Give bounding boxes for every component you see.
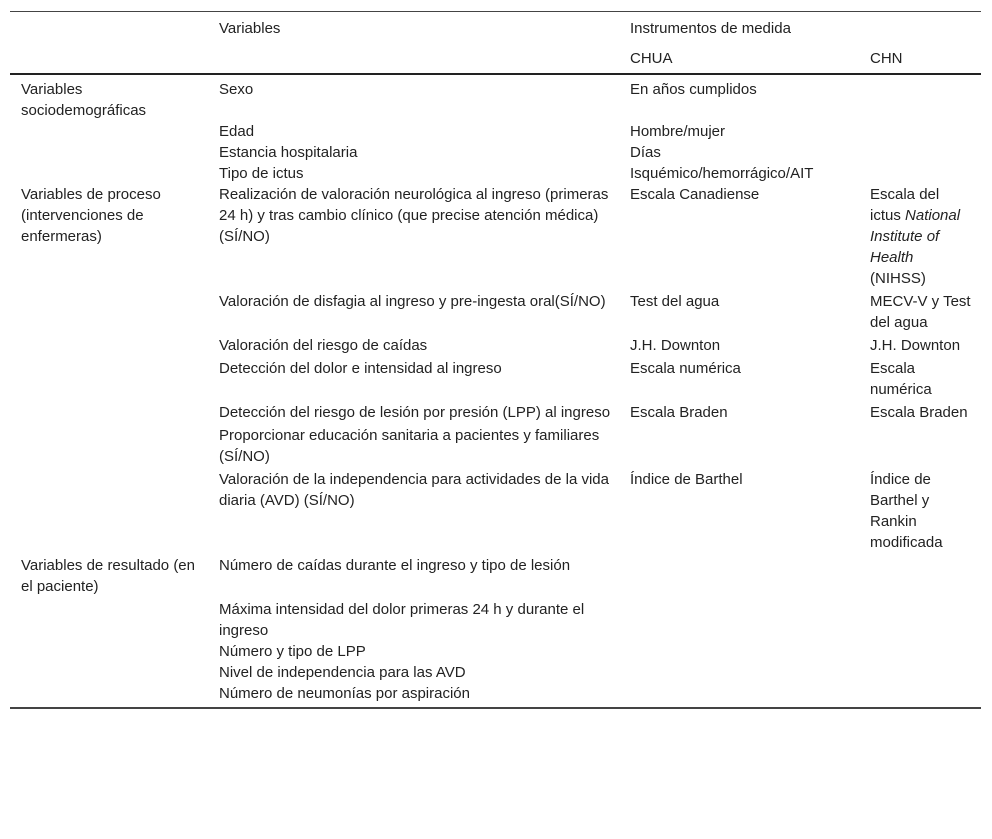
table-row <box>10 599 981 641</box>
chn-cell: Escala numérica <box>870 360 932 398</box>
chua-cell: Escala numérica <box>630 360 741 377</box>
chua-cell: Días <box>630 144 661 161</box>
variable-cell: Valoración de disfagia al ingreso y pre-ingesta oral(SÍ/NO) <box>219 293 606 310</box>
chn-cell <box>859 683 981 708</box>
variable-cell: Proporcionar educación sanitaria a pacientes y familiares (SÍ/NO) <box>219 427 600 465</box>
variable-cell: Estancia hospitalaria <box>219 144 358 161</box>
header-empty-cell <box>10 44 208 74</box>
category-cell: Variables de proceso (intervenciones de enfermeras) <box>21 186 161 245</box>
header-row-1 <box>10 12 981 45</box>
table-row <box>10 291 981 335</box>
header-empty-cell <box>10 12 208 45</box>
chn-cell: Índice de Barthel y Rankin modificada <box>870 471 943 551</box>
variables-table <box>10 11 981 709</box>
table-header <box>10 12 981 75</box>
category-cell <box>10 358 208 402</box>
variable-cell: Número de neumonías por aspiración <box>219 685 470 702</box>
table-row <box>10 555 981 599</box>
chn-italic-text: National Institute of Health <box>870 207 961 266</box>
table-row <box>10 683 981 708</box>
chn-cell: J.H. Downton <box>870 337 961 354</box>
category-cell <box>10 142 208 163</box>
chn-cell <box>859 425 981 469</box>
category-cell <box>10 163 208 184</box>
chua-cell <box>619 662 859 683</box>
header-variables: Variables <box>219 20 281 37</box>
variables-table-container <box>10 11 981 709</box>
chua-cell: J.H. Downton <box>630 337 721 354</box>
chua-cell: En años cumplidos <box>630 81 757 98</box>
header-chua: CHUA <box>619 44 859 74</box>
chn-cell: Escala Braden <box>870 404 968 421</box>
category-cell: Variables sociodemográficas <box>21 81 147 119</box>
chua-cell <box>619 425 859 469</box>
chn-text: Escala del ictus <box>870 186 940 224</box>
variable-cell: Detección del riesgo de lesión por presión (LPP) al ingreso <box>219 404 611 421</box>
variable-cell: Detección del dolor e intensidad al ingreso <box>219 360 502 377</box>
variable-cell: Máxima intensidad del dolor primeras 24 h y durante el ingreso <box>219 601 585 639</box>
chua-cell: Escala Canadiense <box>630 186 760 203</box>
category-cell <box>10 641 208 662</box>
chua-cell <box>619 599 859 641</box>
chua-cell <box>619 641 859 662</box>
header-empty-cell <box>208 44 619 74</box>
category-cell <box>10 425 208 469</box>
category-cell <box>10 469 208 555</box>
variable-cell: Realización de valoración neurológica al ingreso (primeras 24 h) y tras cambio clínico (que precise atención médica)(SÍ/NO) <box>219 186 609 245</box>
chua-cell <box>619 683 859 708</box>
table-row <box>10 74 981 121</box>
category-cell <box>10 335 208 358</box>
chn-cell <box>859 142 981 163</box>
category-cell: Variables de resultado (en el paciente) <box>21 557 195 595</box>
table-row <box>10 469 981 555</box>
table-row <box>10 402 981 425</box>
chn-cell <box>859 121 981 142</box>
table-row <box>10 425 981 469</box>
chua-cell: Escala Braden <box>630 404 728 421</box>
table-row <box>10 641 981 662</box>
table-row <box>10 142 981 163</box>
chua-cell <box>619 555 859 599</box>
category-cell <box>10 402 208 425</box>
table-row <box>10 184 981 291</box>
variable-cell: Sexo <box>219 81 254 98</box>
variable-cell: Valoración de la independencia para actividades de la vida diaria (AVD) (SÍ/NO) <box>219 471 609 509</box>
table-row <box>10 335 981 358</box>
chua-cell: Índice de Barthel <box>630 471 743 488</box>
chua-cell: Hombre/mujer <box>630 123 726 140</box>
chn-cell <box>859 555 981 599</box>
chn-text: (NIHSS) <box>870 270 926 287</box>
chua-cell: Isquémico/hemorrágico/AIT <box>630 165 814 182</box>
header-chn: CHN <box>859 44 981 74</box>
category-cell <box>10 291 208 335</box>
category-cell <box>10 121 208 142</box>
chn-cell <box>859 662 981 683</box>
variable-cell: Valoración del riesgo de caídas <box>219 337 428 354</box>
header-row-2 <box>10 44 981 74</box>
table-row <box>10 163 981 184</box>
chn-cell <box>859 599 981 641</box>
header-instrumentos: Instrumentos de medida <box>630 20 791 37</box>
variable-cell: Nivel de independencia para las AVD <box>219 664 466 681</box>
chn-cell: MECV-V y Test del agua <box>870 293 971 331</box>
chn-cell <box>859 641 981 662</box>
variable-cell: Número de caídas durante el ingreso y tipo de lesión <box>219 557 571 574</box>
table-row <box>10 358 981 402</box>
chua-cell: Test del agua <box>630 293 720 310</box>
variable-cell: Tipo de ictus <box>219 165 304 182</box>
category-cell <box>10 662 208 683</box>
category-cell <box>10 599 208 641</box>
category-cell <box>10 683 208 708</box>
chn-cell <box>859 163 981 184</box>
table-body <box>10 74 981 708</box>
chn-cell <box>859 184 981 291</box>
table-row <box>10 662 981 683</box>
chn-cell <box>859 74 981 121</box>
table-row <box>10 121 981 142</box>
variable-cell: Número y tipo de LPP <box>219 643 366 660</box>
variable-cell: Edad <box>219 123 255 140</box>
